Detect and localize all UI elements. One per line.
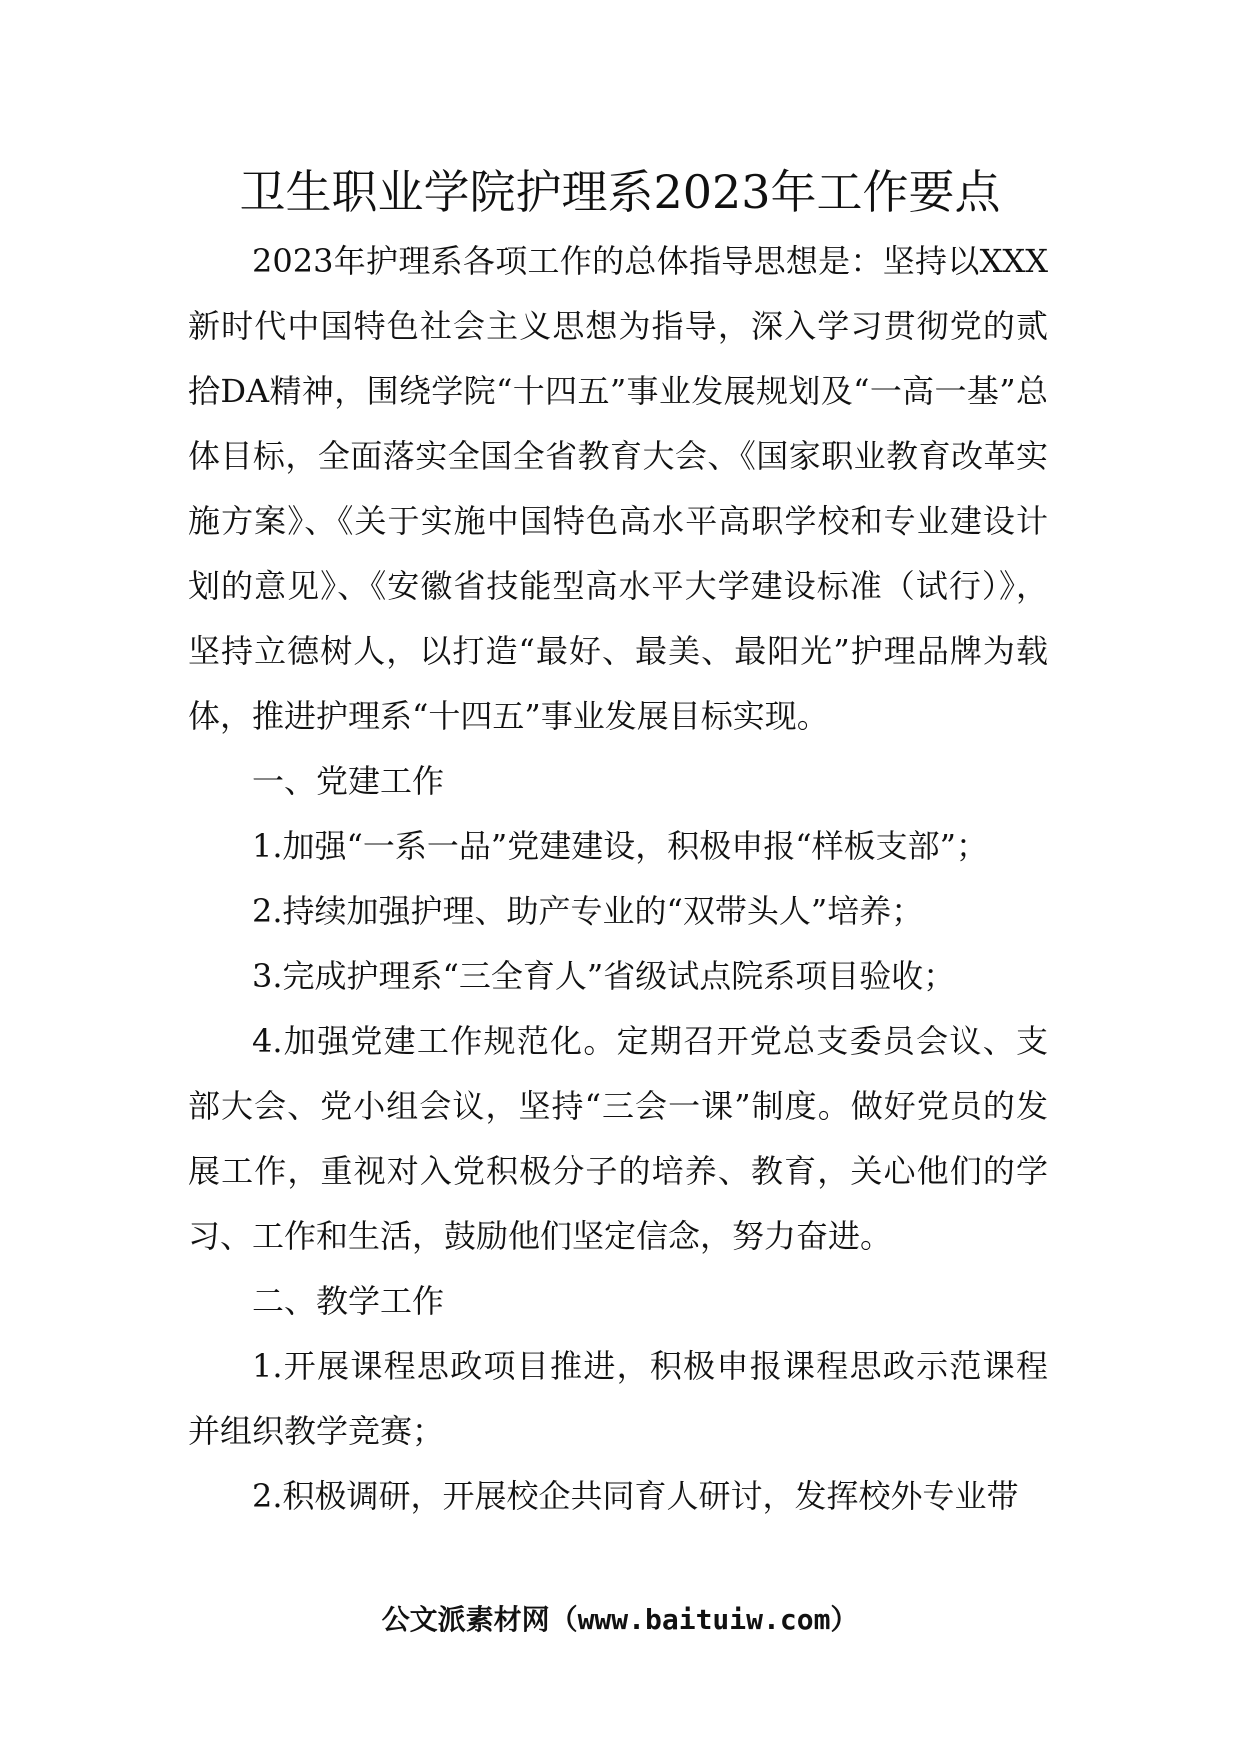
document-title: 卫生职业学院护理系2023年工作要点 [239, 165, 1001, 219]
list-item: 4.加强党建工作规范化。定期召开党总支委员会议、支部大会、党小组会议，坚持“三会一课”制度。做好党员的发展工作，重视对入党积极分子的培养、教育，关心他们的学习、工作和生活，鼓励他们坚定信念，努力奋进。 [188, 1022, 1048, 1255]
list-item: 3.完成护理系“三全育人”省级试点院系项目验收； [252, 957, 956, 995]
document-body [188, 229, 1048, 1529]
section-heading: 一、党建工作 [252, 762, 445, 800]
section-heading: 二、教学工作 [252, 1282, 445, 1320]
section-teaching [188, 1269, 1048, 1529]
intro-paragraph: 2023年护理系各项工作的总体指导思想是：坚持以XXX新时代中国特色社会主义思想为指导，深入学习贯彻党的贰拾DA精神，围绕学院“十四五”事业发展规划及“一高一基”总体目标，全面落实全国全省教育大会、《国家职业教育改革实施方案》、《关于实施中国特色高水平高职学校和专业建设计划的意见》、《安徽省技能型高水平大学建设标准（试行）》，坚持立德树人，以打造“最好、最美、最阳光”护理品牌为载体，推进护理系“十四五”事业发展目标实现。 [188, 242, 1048, 735]
list-item: 1.开展课程思政项目推进，积极申报课程思政示范课程并组织教学竞赛； [188, 1347, 1048, 1450]
section-party-building [188, 749, 1048, 1269]
footer-watermark: 公文派素材网（www.baituiw.com） [381, 1603, 859, 1636]
list-item: 2.积极调研，开展校企共同育人研讨，发挥校外专业带 [252, 1477, 1019, 1515]
list-item: 2.持续加强护理、助产专业的“双带头人”培养； [252, 892, 924, 930]
list-item: 1.加强“一系一品”党建建设，积极申报“样板支部”； [252, 827, 988, 865]
